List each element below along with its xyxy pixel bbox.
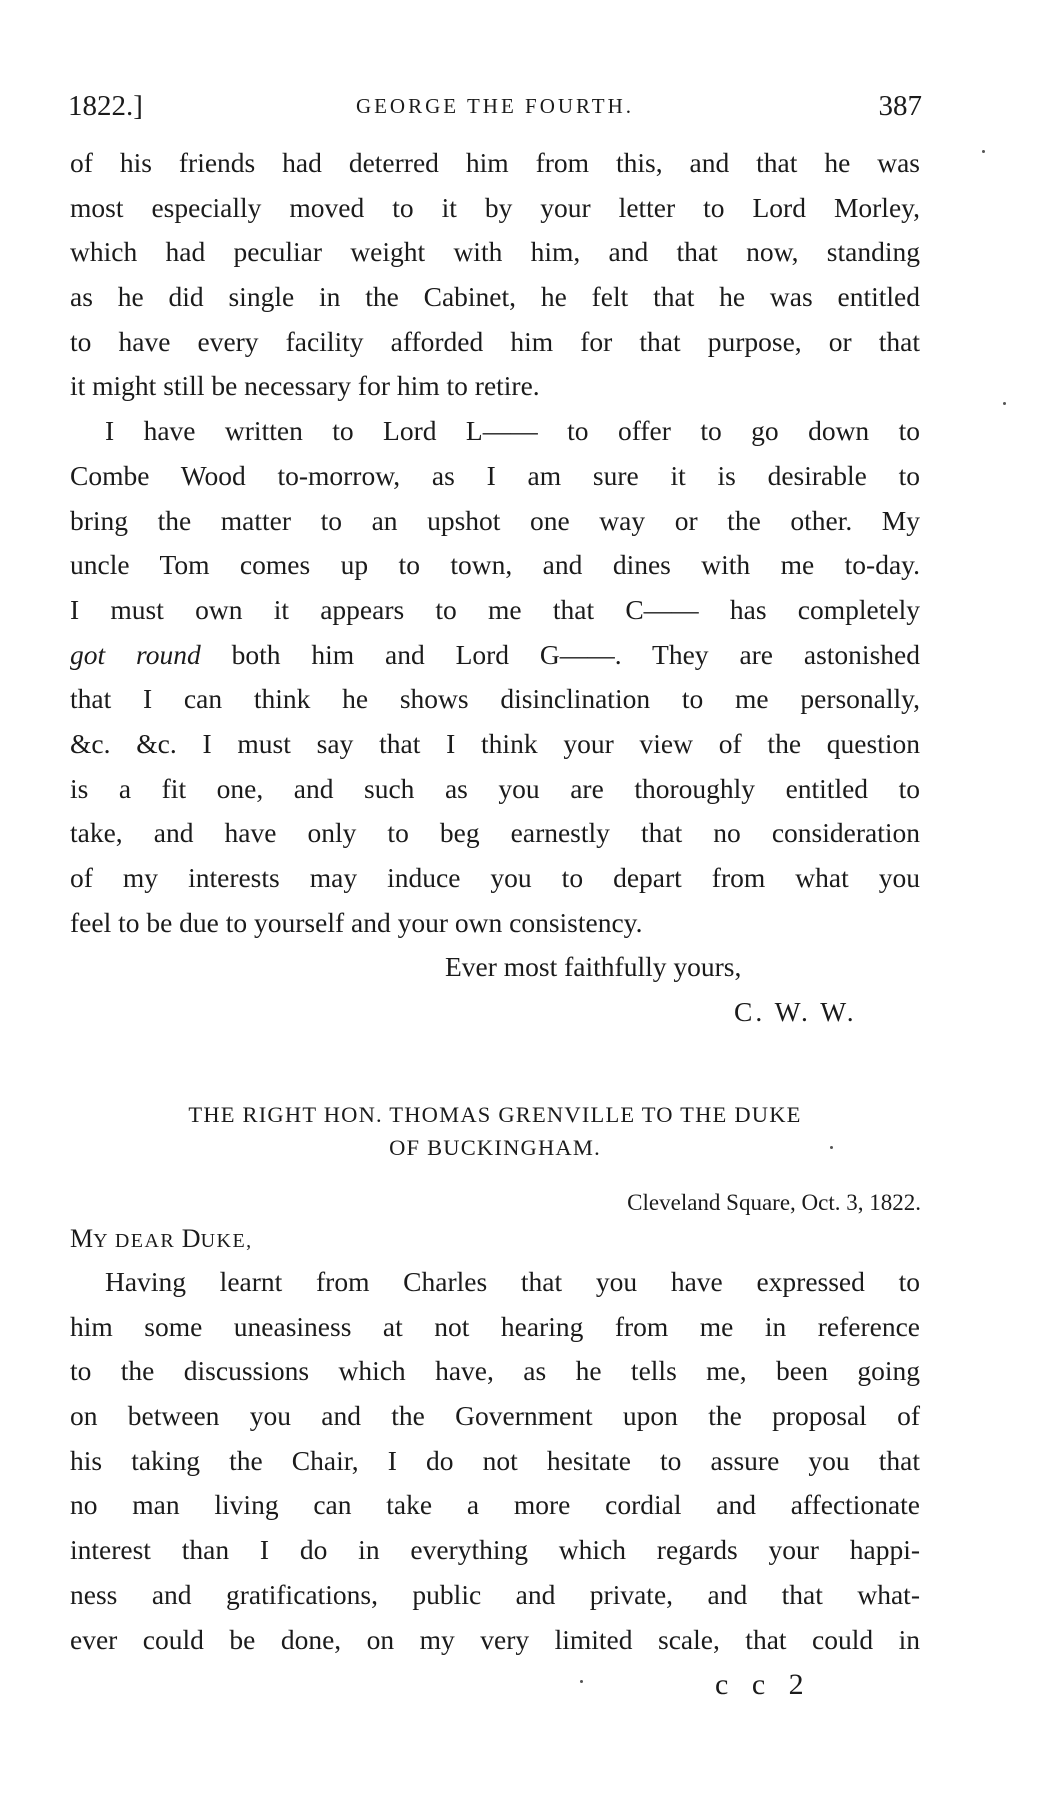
text-line: ever could be done, on my very limited scale, that could in — [70, 1623, 920, 1655]
heading-line: OF BUCKINGHAM. — [389, 1135, 601, 1160]
text-line-rest: both him and Lord G——. They are astonished — [200, 638, 920, 670]
text-line: uncle Tom comes up to town, and dines with me to-day. — [70, 549, 920, 581]
text-line: to have every facility afforded him for that purpose, or that — [70, 325, 920, 357]
text-line: his taking the Chair, I do not hesitate to assure you that — [70, 1444, 920, 1476]
italic-phrase: got round — [70, 638, 201, 670]
header-year: 1822.] — [68, 90, 143, 122]
running-header — [68, 90, 922, 130]
text-line: of my interests may induce you to depart from what you — [70, 862, 920, 893]
salutation-initial: D — [181, 1224, 201, 1253]
text-line: as he did single in the Cabinet, he felt that he was entitled — [70, 281, 920, 313]
text-line: which had peculiar weight with him, and that now, standing — [70, 236, 920, 268]
text-line: I have written to Lord L—— to offer to go down to — [105, 415, 920, 447]
running-title: GEORGE THE FOURTH. — [355, 94, 635, 118]
text-line: on between you and the Government upon the proposal of — [70, 1400, 920, 1432]
text-line: is a fit one, and such as you are thoroughly entitled to — [70, 772, 920, 804]
salutation-small-caps: UKE, — [200, 1230, 253, 1252]
text-line: ness and gratifications, public and private, and that what- — [70, 1578, 920, 1610]
salutation — [70, 1224, 253, 1254]
letter-two-body — [70, 1260, 920, 1662]
heading-line: THE RIGHT HON. THOMAS GRENVILLE TO THE DUKE — [188, 1102, 802, 1127]
dateline: Cleveland Square, Oct. 3, 1822. — [627, 1190, 921, 1215]
letter-two-heading — [70, 1098, 920, 1164]
paper-speck — [1003, 402, 1006, 405]
text-line: it might still be necessary for him to retire. — [70, 370, 540, 402]
paper-speck — [580, 1680, 583, 1683]
text-line: no man living can take a more cordial and affectionate — [70, 1489, 920, 1521]
paper-speck — [982, 150, 985, 153]
paper-speck — [830, 1146, 833, 1149]
text-line: I must own it appears to me that C—— has completely — [70, 593, 920, 625]
text-line: bring the matter to an upshot one way or the other. My — [70, 504, 920, 536]
letter-signature: C. W. W. — [734, 996, 857, 1028]
letter-closing: Ever most faithfully yours, — [445, 951, 742, 983]
salutation-small-caps: Y DEAR — [93, 1230, 182, 1252]
text-line-with-italic — [70, 633, 920, 678]
text-line: feel to be due to yourself and your own consistency. — [70, 906, 643, 938]
text-line: most especially moved to it by your letter to Lord Morley, — [70, 191, 920, 223]
text-line: him some uneasiness at not hearing from me in reference — [70, 1310, 920, 1342]
text-line: take, and have only to beg earnestly that no consideration — [70, 817, 920, 849]
text-line: interest than I do in everything which regards your happi- — [70, 1534, 920, 1566]
text-line: Combe Wood to-morrow, as I am sure it is desirable to — [70, 459, 920, 491]
salutation-initial: M — [70, 1224, 94, 1253]
text-line: &c. &c. I must say that I think your view of the question — [70, 727, 920, 759]
text-line: Having learnt from Charles that you have expressed to — [105, 1266, 920, 1297]
text-line: of his friends had deterred him from this, and that he was — [70, 147, 920, 178]
printer-signature-mark: c c 2 — [715, 1668, 812, 1701]
letter-one-body — [70, 141, 920, 1035]
text-line: that I can think he shows disinclination to me personally, — [70, 683, 920, 715]
text-line: to the discussions which have, as he tells me, been going — [70, 1355, 920, 1387]
page-number: 387 — [878, 90, 922, 122]
